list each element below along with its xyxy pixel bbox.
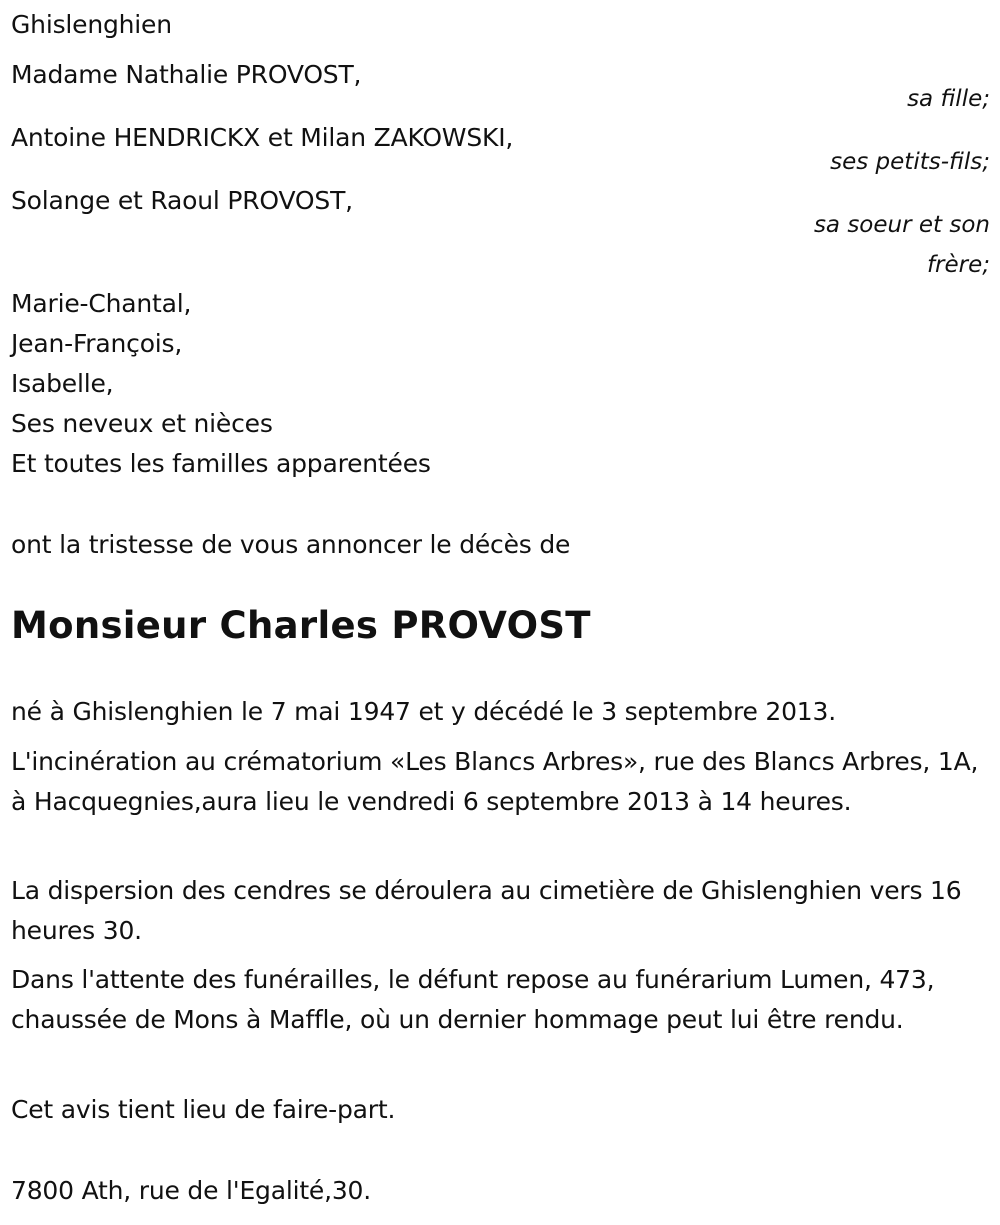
other-relative: Jean-François, bbox=[11, 329, 183, 358]
other-relative: Marie-Chantal, bbox=[11, 289, 192, 318]
other-relative: Ses neveux et nièces bbox=[11, 409, 273, 438]
deceased-name: Monsieur Charles PROVOST bbox=[11, 604, 591, 647]
relation-siblings-line2: frère; bbox=[926, 252, 990, 278]
relation-grandsons: ses petits-fils; bbox=[830, 149, 990, 175]
relation-daughter: sa fille; bbox=[907, 86, 990, 112]
family-member-siblings: Solange et Raoul PROVOST, bbox=[11, 186, 353, 215]
address-text: 7800 Ath, rue de l'Egalité,30. bbox=[11, 1176, 372, 1205]
family-member-daughter: Madame Nathalie PROVOST, bbox=[11, 60, 362, 89]
notice-paragraph: Cet avis tient lieu de faire-part. bbox=[11, 1095, 396, 1124]
birth-death-paragraph: né à Ghislenghien le 7 mai 1947 et y décédé le 3 septembre 2013. bbox=[11, 697, 836, 726]
funeral-home-paragraph: Dans l'attente des funérailles, le défunt repose au funérarium Lumen, 473, chaussée de Mons à Maffle, où un dernier hommage peut lui être rendu. bbox=[11, 965, 935, 1034]
other-relative: Isabelle, bbox=[11, 369, 114, 398]
other-relative: Et toutes les familles apparentées bbox=[11, 449, 431, 478]
family-member-grandsons: Antoine HENDRICKX et Milan ZAKOWSKI, bbox=[11, 123, 514, 152]
cremation-paragraph: L'incinération au crématorium «Les Blancs Arbres», rue des Blancs Arbres, 1A, à Hacquegnies,aura lieu le vendredi 6 septembre 2013 à 14 heures. bbox=[11, 747, 979, 816]
location-header: Ghislenghien bbox=[11, 10, 172, 39]
relation-siblings-line1: sa soeur et son bbox=[813, 212, 990, 238]
ashes-paragraph: La dispersion des cendres se déroulera au cimetière de Ghislenghien vers 16 heures 30. bbox=[11, 876, 962, 945]
announcement-text: ont la tristesse de vous annoncer le décès de bbox=[11, 530, 571, 559]
